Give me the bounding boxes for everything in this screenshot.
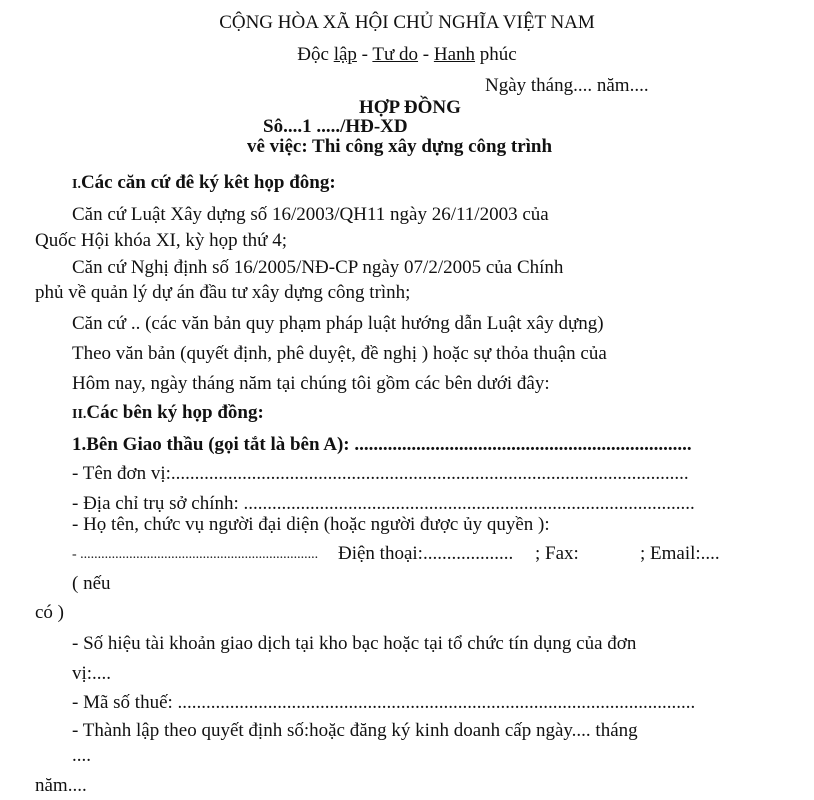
national-title: CỘNG HÒA XÃ HỘI CHỦ NGHĨA VIỆT NAM xyxy=(219,12,595,33)
contract-title: HỢP ĐỒNG xyxy=(359,97,461,118)
contract-number: Sô....1 ...../HĐ-XD xyxy=(263,116,408,137)
motto-part: - xyxy=(356,44,373,65)
motto-part: Hanh xyxy=(433,44,476,65)
motto-part: lập xyxy=(333,44,357,65)
date-line: Ngày tháng.... năm.... xyxy=(485,75,649,96)
paragraph: Theo văn bản (quyết định, phê duyệt, đề nghị ) hoặc sự thỏa thuận của xyxy=(72,343,607,364)
section-2-heading xyxy=(72,402,264,425)
tax-code-field: - Mã số thuế: ............................................................................................................. xyxy=(72,692,696,713)
establishment-field: năm.... xyxy=(35,775,87,796)
section-title: Các căn cứ đê ký kêt họp đông: xyxy=(80,172,336,193)
representative-field: - Họ tên, chức vụ người đại diện (hoặc người được ủy quyền ): xyxy=(72,514,550,535)
paragraph: Căn cứ Nghị định số 16/2005/NĐ-CP ngày 07/2/2005 của Chính xyxy=(72,257,564,278)
note-text: có ) xyxy=(35,602,65,623)
phone-field: Điện thoại:................... xyxy=(338,543,514,564)
section-1-heading xyxy=(72,172,336,195)
address-field: - Địa chỉ trụ sở chính: ............................................................................................... xyxy=(72,493,695,514)
paragraph: Căn cứ .. (các văn bản quy phạm pháp luật hướng dẫn Luật xây dựng) xyxy=(72,313,604,334)
bank-account-field: - Số hiệu tài khoản giao dịch tại kho bạc hoặc tại tổ chức tín dụng của đơn xyxy=(72,633,637,654)
section-numeral: II. xyxy=(72,407,87,422)
contract-subject: vê việc: Thi công xây dựng công trình xyxy=(247,136,553,157)
fax-field: ; Fax: xyxy=(535,543,579,564)
national-motto xyxy=(0,44,814,67)
paragraph: Căn cứ Luật Xây dựng số 16/2003/QH11 ngày 26/11/2003 của xyxy=(72,204,549,225)
motto-part: Tư do xyxy=(372,44,419,65)
paragraph: Hôm nay, ngày tháng năm tại chúng tôi gồm các bên dưới đây: xyxy=(72,373,550,394)
party-a-heading: 1.Bên Giao thầu (gọi tắt là bên A): ....................................................................... xyxy=(72,434,692,455)
motto-part: Độc xyxy=(297,44,334,65)
note-text: ( nếu xyxy=(72,573,111,594)
email-field: ; Email:.... xyxy=(640,543,720,564)
establishment-field: - Thành lập theo quyết định số:hoặc đăng ký kinh doanh cấp ngày.... tháng xyxy=(72,720,638,741)
representative-dots: - .................................................................... xyxy=(72,547,319,562)
unit-name-field: - Tên đơn vị:............................................................................................................. xyxy=(72,463,689,484)
section-title: Các bên ký họp đồng: xyxy=(86,402,264,423)
paragraph: Quốc Hội khóa XI, kỳ họp thứ 4; xyxy=(35,230,287,251)
establishment-field: .... xyxy=(72,745,91,766)
motto-part: phúc xyxy=(475,44,517,65)
paragraph: phủ về quản lý dự án đầu tư xây dựng công trình; xyxy=(35,282,411,303)
section-numeral: I. xyxy=(72,177,81,192)
bank-account-field: vị:.... xyxy=(72,663,112,684)
motto-part: - xyxy=(418,44,434,65)
